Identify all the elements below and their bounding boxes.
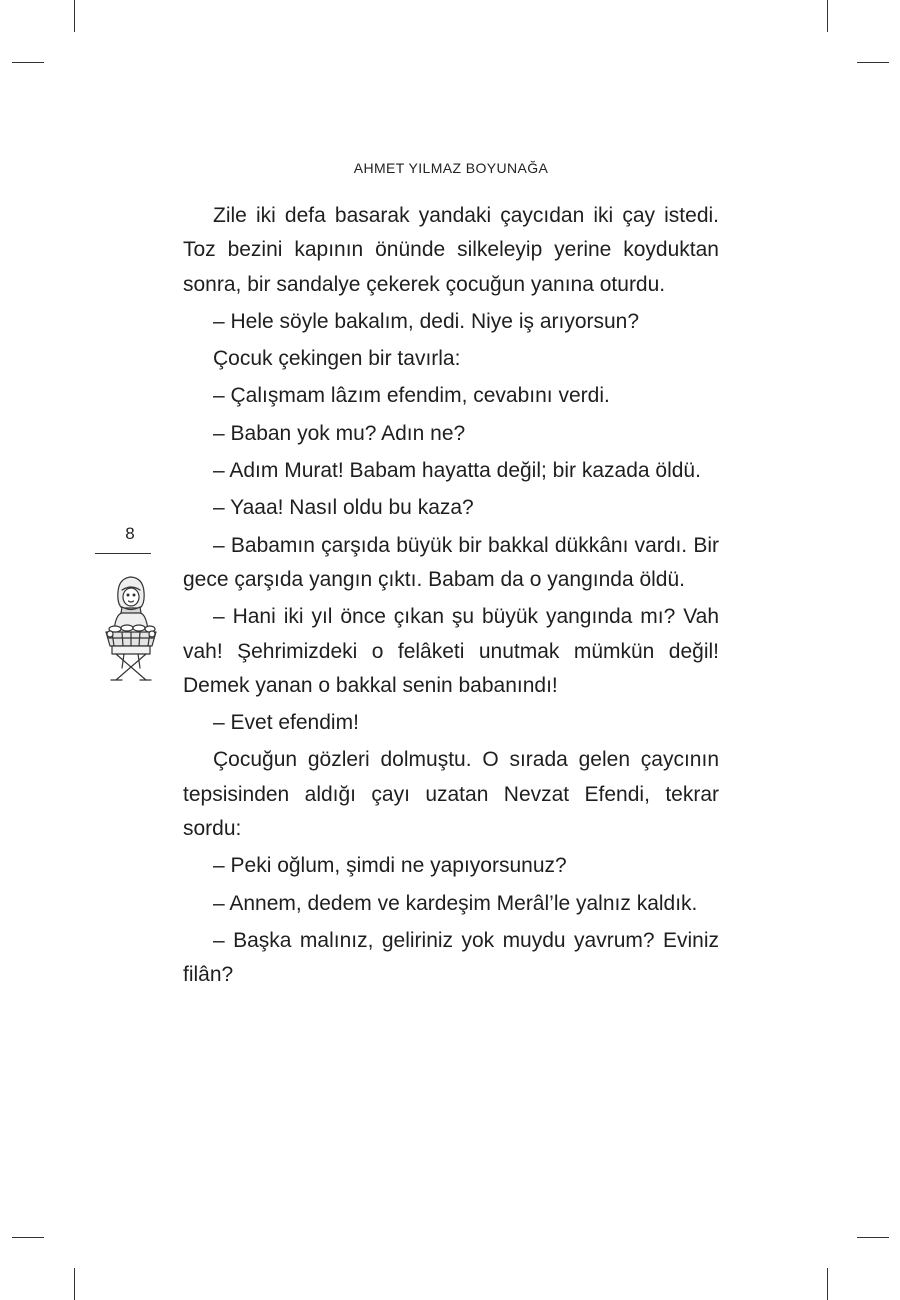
page-number-rule [95,553,151,554]
paragraph: – Hele söyle bakalım, dedi. Niye iş arıyorsun? [213,309,640,333]
paragraph: – Başka malınız, geliriniz yok muydu yavrum? Eviniz filân? [183,928,719,987]
paragraph: – Evet efendim! [213,711,359,735]
crop-mark [857,62,889,63]
crop-mark [857,1237,889,1238]
crop-mark [827,0,828,32]
paragraph: Çocuk çekingen bir tavırla: [213,347,461,371]
paragraph: – Çalışmam lâzım efendim, cevabını verdi. [213,384,610,408]
paragraph: Çocuğun gözleri dolmuştu. O sırada gelen çaycının tepsisinden aldığı çayı uzatan Nevzat Efendi, tekrar sordu: [183,748,719,841]
crop-mark [12,62,44,63]
crop-mark [74,1268,75,1300]
crop-mark [74,0,75,32]
paragraph: – Babamın çarşıda büyük bir bakkal dükkânı vardı. Bir gece çarşıda yangın çıktı. Babam da o yangında öldü. [183,533,719,591]
paragraph: – Hani iki yıl önce çıkan şu büyük yangında mı? Vah vah! Şehrimizdeki o felâketi unutmak mümkün değil! Demek yanan o bakkal senin babanındı! [183,605,719,697]
paragraph: – Adım Murat! Babam hayatta değil; bir kazada öldü. [213,459,701,483]
paragraph: – Baban yok mu? Adın ne? [213,421,466,445]
crop-mark [12,1237,44,1238]
paragraph: Zile iki defa basarak yandaki çaycıdan iki çay istedi. Toz bezini kapının önünde silkeleyip yerine koyduktan sonra, bir sandalye çekerek çocuğun yanına oturdu. [183,204,719,296]
paragraph: – Yaaa! Nasıl oldu bu kaza? [213,496,474,520]
page-number: 8 [125,524,135,543]
boy-with-simit-tray-icon [100,572,162,686]
paragraph: – Peki oğlum, şimdi ne yapıyorsunuz? [213,854,567,878]
paragraph: – Annem, dedem ve kardeşim Merâl’le yalnız kaldık. [213,891,698,915]
body-text [183,199,719,993]
running-header: AHMET YILMAZ BOYUNAĞA [353,160,549,176]
crop-mark [827,1268,828,1300]
